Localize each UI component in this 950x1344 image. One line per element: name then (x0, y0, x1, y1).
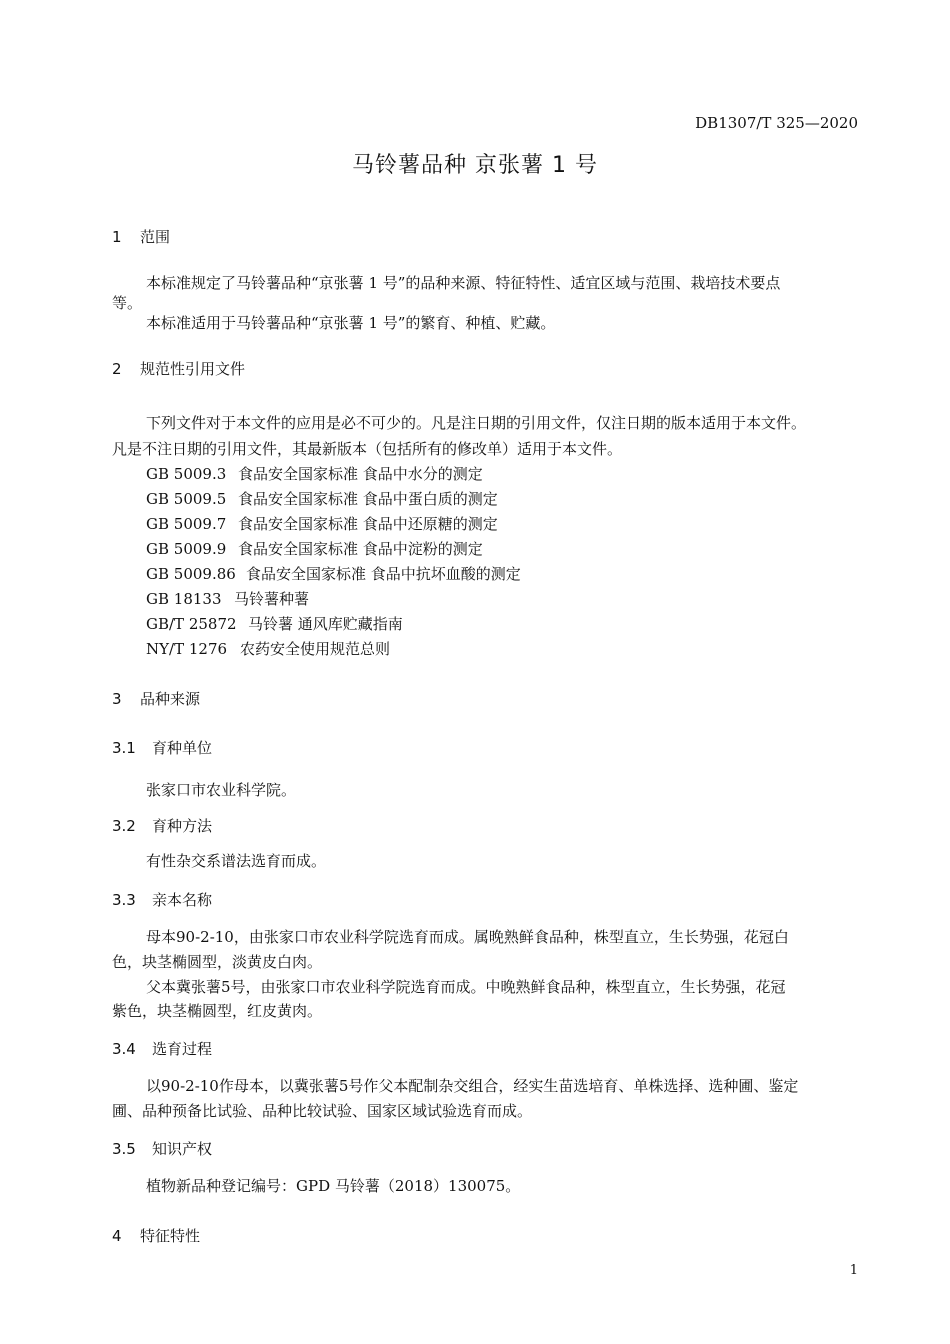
paragraph: 下列文件对于本文件的应用是必不可少的。凡是注日期的引用文件，仅注日期的版本适用于本文件。 (146, 414, 807, 432)
subsection-heading-3-4 (112, 1038, 212, 1059)
reference-name: 马铃薯种薯 (234, 590, 310, 608)
paragraph: 母本90-2-10，由张家口市农业科学院选育而成。属晚熟鲜食品种，株型直立，生长势强，花冠白 (146, 928, 789, 946)
section-number: 2 (112, 360, 122, 378)
reference-name: 食品安全国家标准 食品中水分的测定 (238, 465, 483, 483)
paragraph: 圃、品种预备比试验、品种比较试验、国家区域试验选育而成。 (112, 1102, 533, 1120)
reference-item (146, 588, 309, 609)
subsection-number: 3.2 (112, 817, 136, 835)
subsection-title: 知识产权 (152, 1140, 213, 1158)
section-title: 品种来源 (140, 690, 201, 708)
paragraph: 紫色，块茎椭圆型，红皮黄肉。 (112, 1002, 323, 1020)
reference-code: NY/T 1276 (146, 640, 228, 658)
reference-code: GB 5009.7 (146, 515, 227, 533)
subsection-heading-3-1 (112, 737, 212, 758)
subsection-title: 育种方法 (152, 817, 213, 835)
paragraph: 等。 (112, 294, 143, 312)
reference-name: 食品安全国家标准 食品中抗坏血酸的测定 (246, 565, 521, 583)
subsection-number: 3.3 (112, 891, 136, 909)
reference-code: GB 5009.3 (146, 465, 227, 483)
section-number: 1 (112, 228, 122, 246)
reference-item (146, 463, 483, 484)
subsection-number: 3.5 (112, 1140, 136, 1158)
section-title: 特征特性 (140, 1227, 201, 1245)
reference-item (146, 488, 498, 509)
reference-name: 食品安全国家标准 食品中淀粉的测定 (238, 540, 483, 558)
paragraph: 父本冀张薯5号，由张家口市农业科学院选育而成。中晚熟鲜食品种，株型直立，生长势强，花冠 (146, 978, 786, 996)
section-number: 3 (112, 690, 122, 708)
reference-item (146, 538, 483, 559)
section-heading-2 (112, 358, 245, 379)
reference-code: GB/T 25872 (146, 615, 237, 633)
reference-name: 农药安全使用规范总则 (240, 640, 391, 658)
subsection-heading-3-2 (112, 815, 212, 836)
paragraph: 本标准适用于马铃薯品种“京张薯 1 号”的繁育、种植、贮藏。 (146, 314, 556, 332)
subsection-title: 选育过程 (152, 1040, 213, 1058)
section-title: 范围 (140, 228, 171, 246)
subsection-number: 3.1 (112, 739, 136, 757)
section-heading-3 (112, 688, 200, 709)
reference-code: GB 5009.9 (146, 540, 227, 558)
section-heading-4 (112, 1225, 200, 1246)
page-number: 1 (849, 1263, 858, 1278)
subsection-heading-3-5 (112, 1138, 212, 1159)
paragraph: 植物新品种登记编号：GPD 马铃薯（2018）130075。 (146, 1177, 521, 1195)
paragraph: 凡是不注日期的引用文件，其最新版本（包括所有的修改单）适用于本文件。 (112, 440, 623, 458)
reference-name: 马铃薯 通风库贮藏指南 (248, 615, 403, 633)
reference-name: 食品安全国家标准 食品中还原糖的测定 (238, 515, 498, 533)
paragraph: 色，块茎椭圆型，淡黄皮白肉。 (112, 953, 323, 971)
reference-item (146, 613, 403, 634)
document-number: DB1307/T 325—2020 (695, 114, 858, 132)
reference-item (146, 513, 498, 534)
section-title: 规范性引用文件 (140, 360, 246, 378)
page-title: 马铃薯品种 京张薯 1 号 (352, 153, 598, 178)
subsection-title: 育种单位 (152, 739, 213, 757)
subsection-heading-3-3 (112, 889, 212, 910)
reference-code: GB 5009.86 (146, 565, 236, 583)
reference-item (146, 638, 390, 659)
reference-code: GB 5009.5 (146, 490, 227, 508)
paragraph: 有性杂交系谱法选育而成。 (146, 852, 327, 870)
subsection-number: 3.4 (112, 1040, 136, 1058)
paragraph: 本标准规定了马铃薯品种“京张薯 1 号”的品种来源、特征特性、适宜区域与范围、栽培技术要点 (146, 274, 781, 292)
paragraph: 张家口市农业科学院。 (146, 781, 297, 799)
reference-name: 食品安全国家标准 食品中蛋白质的测定 (238, 490, 498, 508)
subsection-title: 亲本名称 (152, 891, 213, 909)
paragraph: 以90-2-10作母本，以冀张薯5号作父本配制杂交组合，经实生苗选培育、单株选择、选种圃、鉴定 (146, 1077, 799, 1095)
reference-code: GB 18133 (146, 590, 222, 608)
reference-item (146, 563, 521, 584)
section-heading-1 (112, 226, 170, 247)
section-number: 4 (112, 1227, 122, 1245)
